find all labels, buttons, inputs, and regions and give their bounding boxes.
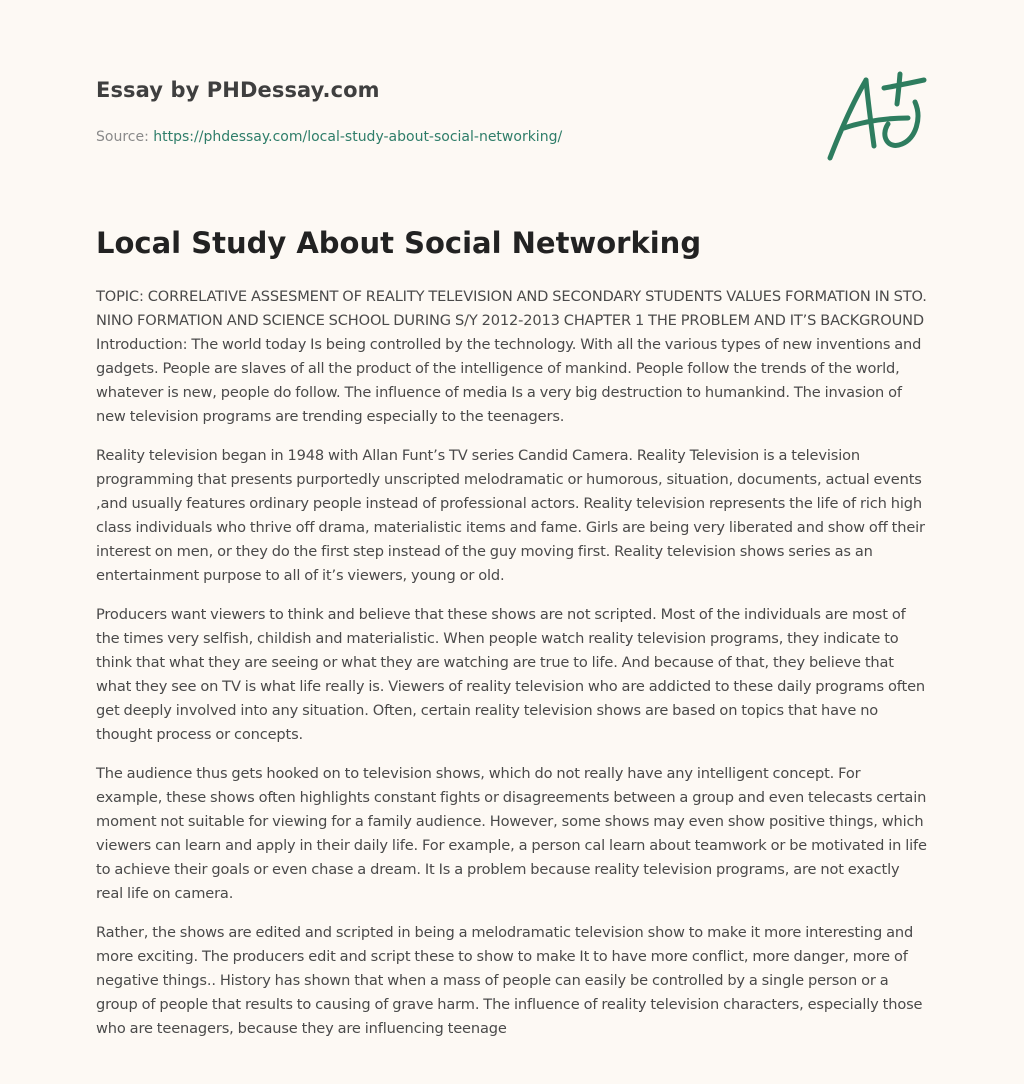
essay-paragraph: The audience thus gets hooked on to television shows, which do not really have any intelligent concept. For example, these shows often highlights constant fights or disagreements between a group and even telecasts certain moment not suitable for viewing for a family audience. However, some shows may even show positive things, which viewers can learn and apply in their daily life. For example, a person cal learn about teamwork or be motivated in life to achieve their goals or even chase a dream. It Is a problem because reality television programs, are not exactly real life on camera. xyxy=(96,765,927,902)
essay-paragraph: Producers want viewers to think and believe that these shows are not scripted. Most of the individuals are most of the times very selfish, childish and materialistic. When people watch reality television programs, they indicate to think that what they are seeing or what they are watching are true to life. And because of that, they believe that what they see on TV is what life really is. Viewers of reality television who are addicted to these daily programs often get deeply involved into any situation. Often, certain reality television shows are based on topics that have no thought process or concepts. xyxy=(96,606,925,743)
essay-title: Local Study About Social Networking xyxy=(96,226,702,260)
site-header xyxy=(96,76,796,147)
essay-paragraph: TOPIC: CORRELATIVE ASSESMENT OF REALITY TELEVISION AND SECONDARY STUDENTS VALUES FORMATION IN STO. NINO FORMATION AND SCIENCE SCHOOL DURING S/Y 2012-2013 CHAPTER 1 THE PROBLEM AND IT’S BACKGROUND Introduction: The world today Is being controlled by the technology. With all the various types of new inventions and gadgets. People are slaves of all the product of the intelligence of mankind. People follow the trends of the world, whatever is new, people do follow. The influence of media Is a very big destruction to humankind. The invasion of new television programs are trending especially to the teenagers. xyxy=(96,288,927,425)
essay-paragraph: Reality television began in 1948 with Allan Funt’s TV series Candid Camera. Reality Television is a television programming that presents purportedly unscripted melodramatic or humorous, situation, documents, actual events ,and usually features ordinary people instead of professional actors. Reality television represents the life of rich high class individuals who thrive off drama, materialistic items and fame. Girls are being very liberated and show off their interest on men, or they do the first step instead of the guy moving first. Reality television shows series as an entertainment purpose to all of it’s viewers, young or old. xyxy=(96,447,925,584)
essay-body xyxy=(96,285,928,1056)
site-title: Essay by PHDessay.com xyxy=(96,78,380,102)
a-plus-logo xyxy=(822,66,930,166)
source-link[interactable]: https://phdessay.com/local-study-about-social-networking/ xyxy=(153,129,563,145)
source-label: Source: xyxy=(96,129,154,145)
source-line xyxy=(96,127,796,147)
essay-paragraph: Rather, the shows are edited and scripted in being a melodramatic television show to make it more interesting and more exciting. The producers edit and script these to show to make It to have more conflict, more danger, more of negative things.. History has shown that when a mass of people can easily be controlled by a single person or a group of people that results to causing of grave harm. The influence of reality television characters, especially those who are teenagers, because they are influencing teenage xyxy=(96,924,923,1037)
